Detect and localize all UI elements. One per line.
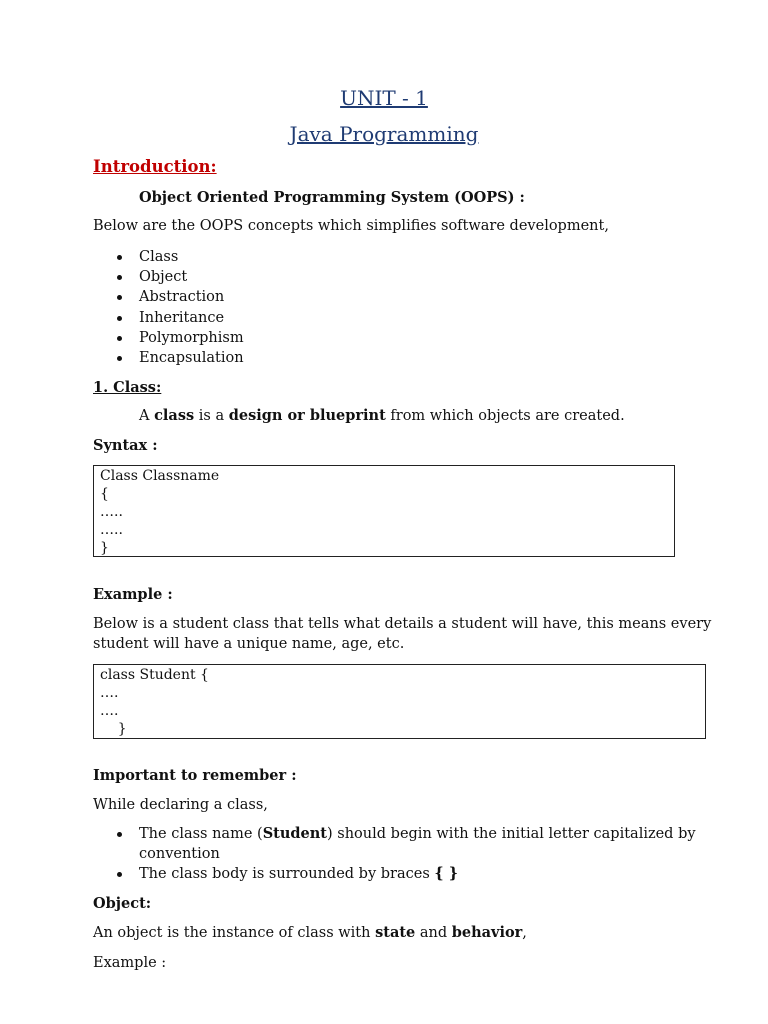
bullet-icon (117, 255, 122, 260)
class-definition: A class is a design or blueprint from which objects are created. (139, 407, 625, 424)
list-item (93, 287, 244, 307)
code-line: } (100, 721, 127, 737)
list-item (93, 348, 244, 368)
concept-label: Class (139, 249, 179, 265)
list-item (93, 328, 244, 348)
bullet-icon (117, 872, 122, 877)
list-item (93, 247, 244, 267)
bullet-icon (117, 356, 122, 361)
object-heading: Object: (93, 895, 152, 912)
oops-description: Below are the OOPS concepts which simplifies software development, (93, 218, 609, 234)
unit-title: UNIT - 1 (340, 86, 428, 110)
oops-title: Object Oriented Programming System (OOPS) : (139, 189, 525, 206)
class-heading: 1. Class: (93, 379, 162, 396)
code-line: { (100, 486, 109, 502)
example-description-line-2: student will have a unique name, age, etc. (93, 636, 405, 652)
example-code-box (93, 664, 706, 739)
object-definition: An object is the instance of class with state and behavior, (93, 924, 527, 941)
bullet-icon (117, 336, 122, 341)
list-item (93, 308, 244, 328)
code-line: …. (100, 703, 119, 719)
concept-label: Inheritance (139, 309, 225, 326)
code-line: ….. (100, 522, 123, 538)
example-description-line-1: Below is a student class that tells what details a student will have, this means every (93, 616, 712, 632)
syntax-label: Syntax : (93, 437, 158, 454)
oops-concepts-list (93, 247, 244, 368)
subject-title: Java Programming (289, 122, 479, 146)
bullet-icon (117, 275, 122, 280)
remember-heading: Important to remember : (93, 767, 297, 784)
remember-intro: While declaring a class, (93, 797, 268, 813)
example-label: Example : (93, 586, 173, 603)
bullet-icon (117, 832, 122, 837)
code-line: ….. (100, 504, 123, 520)
concept-label: Polymorphism (139, 329, 244, 346)
bullet-icon (117, 295, 122, 300)
code-line: Class Classname (100, 468, 220, 484)
code-line: } (100, 540, 109, 556)
list-item: The class name (Student) should begin with the initial letter capitalized by convention (93, 824, 696, 864)
list-item (93, 267, 244, 287)
remember-list (93, 824, 696, 885)
code-line: class Student { (100, 667, 209, 683)
concept-label: Abstraction (139, 289, 225, 306)
concept-label: Object (139, 269, 188, 286)
object-example-label: Example : (93, 955, 167, 971)
concept-label: Encapsulation (139, 350, 244, 367)
introduction-heading: Introduction: (93, 157, 217, 176)
bullet-icon (117, 316, 122, 321)
code-line: …. (100, 685, 119, 701)
list-item: The class body is surrounded by braces { } (93, 864, 696, 884)
syntax-code-box (93, 465, 675, 557)
